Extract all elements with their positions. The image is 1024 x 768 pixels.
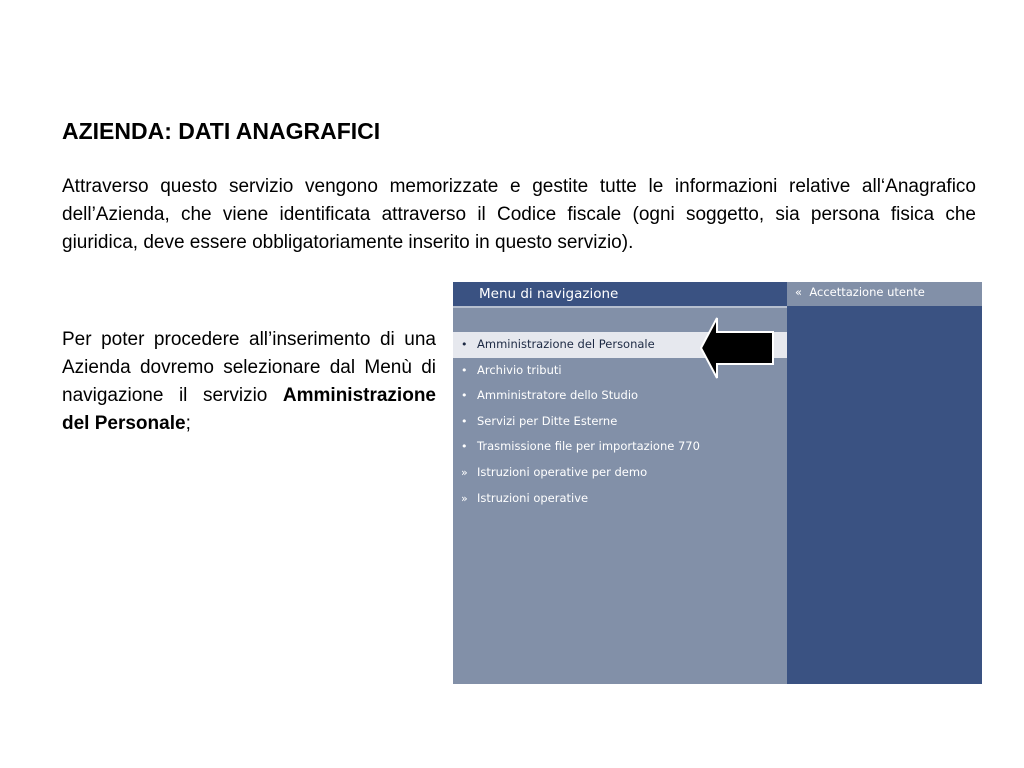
slide-title: AZIENDA: DATI ANAGRAFICI <box>62 118 381 144</box>
double-chevron-icon: » <box>461 465 468 479</box>
nav-item-label: Amministrazione del Personale <box>477 337 655 351</box>
double-chevron-icon: » <box>461 491 468 505</box>
nav-item-label: Istruzioni operative <box>477 490 589 505</box>
arrow-shape <box>701 318 773 378</box>
nav-item-istruzioni-operative[interactable] <box>453 486 787 512</box>
navigation-menu-header: Menu di navigazione <box>453 282 787 308</box>
double-chevron-left-icon: « <box>795 285 803 299</box>
nav-item-servizi-ditte-esterne[interactable] <box>453 409 787 435</box>
nav-item-trasmissione-file-770[interactable] <box>453 434 787 460</box>
instruction-text: Per poter procedere all’inserimento di una Azienda dovremo selezionare dal Menù di navigazione il servizio <box>62 329 436 406</box>
intro-paragraph: Attraverso questo servizio vengono memorizzate e gestite tutte le informazioni relative all‘Anagrafico dell’Azienda, che viene identificata attraverso il Codice fiscale (ogni soggetto, sia persona fisica che giuridica, deve essere obbligatoriamente inserito in questo servizio). <box>62 176 976 253</box>
content-area <box>787 282 982 684</box>
nav-item-istruzioni-demo[interactable] <box>453 460 787 486</box>
bullet-icon: • <box>461 363 468 377</box>
nav-item-amministratore-studio[interactable] <box>453 383 787 409</box>
bullet-icon: • <box>461 389 468 403</box>
nav-item-label: Archivio tributi <box>477 362 562 377</box>
arrow-left-icon <box>699 316 775 380</box>
nav-item-label: Trasmissione file per importazione 770 <box>477 439 700 454</box>
instruction-suffix: ; <box>185 413 191 434</box>
bullet-icon: • <box>461 338 468 351</box>
nav-item-label: Amministratore dello Studio <box>477 388 639 403</box>
instruction-highlight: Amministrazione del Personale <box>62 385 436 434</box>
instruction-paragraph <box>62 326 436 438</box>
bullet-icon: • <box>461 440 468 454</box>
accettazione-utente-label: Accettazione utente <box>809 285 925 299</box>
bullet-icon: • <box>461 414 468 428</box>
accettazione-utente-link[interactable] <box>787 282 982 306</box>
nav-item-label: Istruzioni operative per demo <box>477 464 648 479</box>
nav-item-label: Servizi per Ditte Esterne <box>477 413 618 428</box>
